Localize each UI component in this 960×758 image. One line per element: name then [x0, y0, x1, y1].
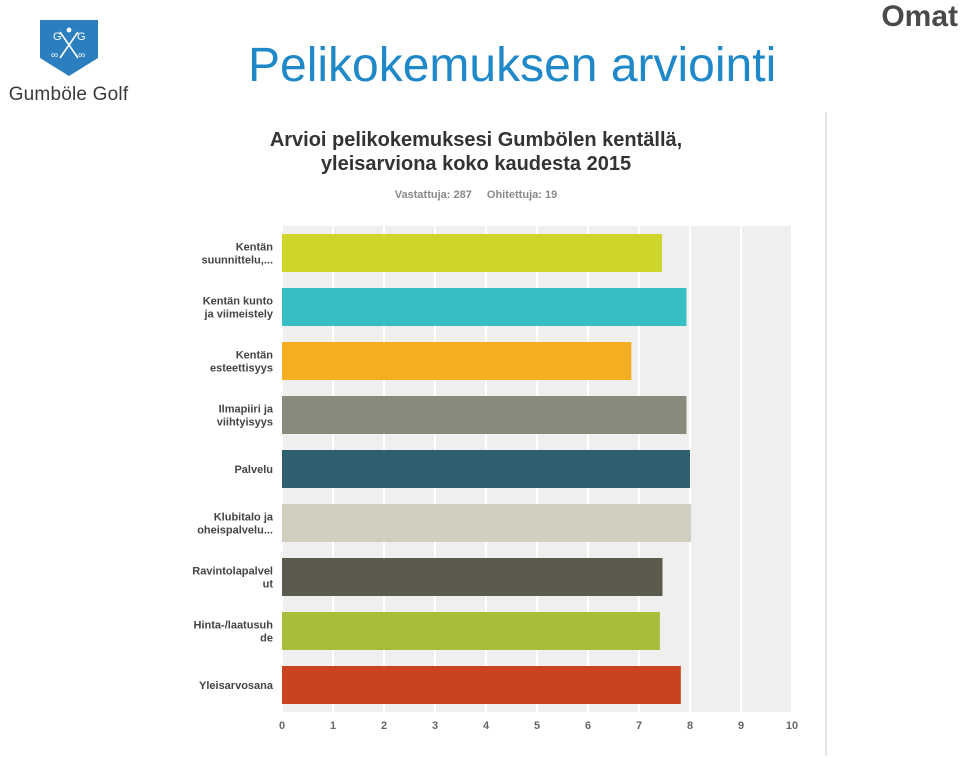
x-tick-label: 10 [785, 720, 799, 732]
corner-label: Omat [881, 0, 958, 33]
category-label [210, 350, 273, 375]
bar [282, 504, 691, 542]
chart-title-line-1: Arvioi pelikokemuksesi Gumbölen kentällä, [269, 129, 683, 151]
category-label-line: viihtyisyys [216, 416, 273, 429]
category-label-line: oheispalvelu... [197, 524, 273, 537]
skipped-count: Ohitettuja: 19 [486, 189, 558, 201]
page-title: Pelikokemuksen arviointi [248, 39, 777, 92]
category-label [197, 512, 274, 537]
category-label-line: Hinta-/laatusuh [193, 619, 273, 632]
x-tick-label: 3 [431, 720, 439, 732]
x-tick-label: 5 [533, 720, 541, 732]
bar [282, 342, 631, 380]
bar [282, 396, 686, 434]
x-tick-label: 2 [380, 720, 388, 732]
category-label [194, 620, 274, 645]
category-label [234, 464, 273, 476]
category-label-line: Ilmapiiri ja [218, 403, 273, 416]
bar [282, 666, 681, 704]
bar [282, 612, 660, 650]
category-label [202, 242, 274, 267]
brand-name: Gumböle Golf [8, 84, 129, 105]
chart-title-line-2: yleisarviona koko kaudesta 2015 [320, 153, 632, 175]
x-tick-label: 0 [278, 720, 286, 732]
bar [282, 450, 690, 488]
category-label-line: ja viimeistely [204, 308, 273, 321]
category-label-line: Yleisarvosana [199, 680, 273, 692]
svg-text:∞: ∞ [51, 50, 59, 61]
bar [282, 288, 686, 326]
category-label-line: de [260, 632, 273, 645]
category-label [217, 404, 274, 429]
category-label [199, 680, 274, 692]
category-label-line: Kentän kunto [202, 295, 273, 308]
category-label-line: Klubitalo ja [213, 511, 273, 524]
category-label-line: suunnittelu,... [201, 254, 273, 267]
category-label-line: Kentän [235, 241, 273, 254]
category-label-line: ut [262, 578, 273, 591]
category-label [192, 566, 273, 591]
x-tick-label: 4 [482, 720, 490, 732]
logo-letter-left: G [53, 31, 62, 43]
x-tick-label: 7 [635, 720, 643, 732]
category-label-line: esteettisyys [210, 362, 273, 375]
bar [282, 558, 662, 596]
x-tick-label: 1 [329, 720, 337, 732]
category-label [203, 296, 274, 321]
logo-letter-right: G [77, 31, 86, 43]
svg-text:∞: ∞ [78, 50, 86, 61]
category-label-line: Ravintolapalvel [192, 565, 273, 578]
x-tick-label: 9 [737, 720, 745, 732]
x-tick-label: 8 [686, 720, 694, 732]
answered-count: Vastattuja: 287 [394, 189, 472, 201]
category-label-line: Kentän [235, 349, 273, 362]
x-tick-label: 6 [584, 720, 592, 732]
category-label-line: Palvelu [234, 464, 273, 476]
bar [282, 234, 662, 272]
